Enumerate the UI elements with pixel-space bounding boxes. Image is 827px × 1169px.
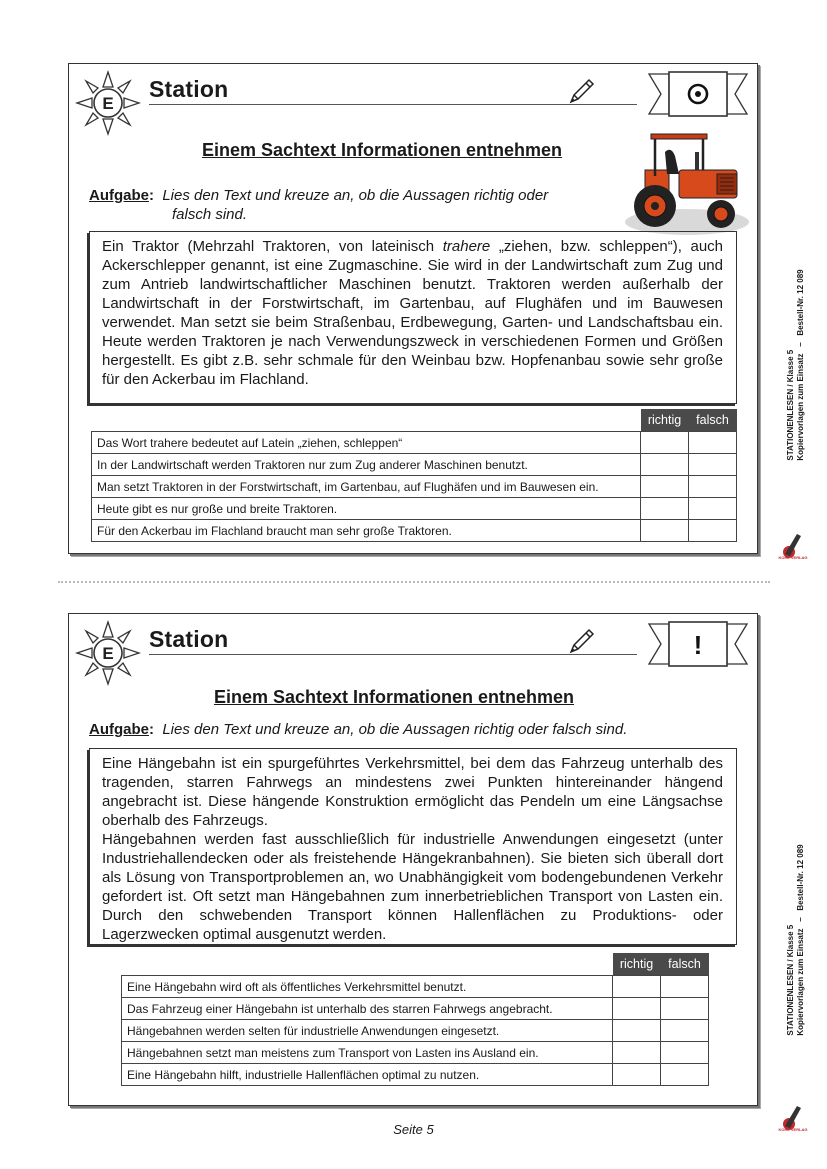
checkbox-richtig[interactable] — [641, 454, 689, 476]
checkbox-falsch[interactable] — [661, 1020, 709, 1042]
column-falsch: falsch — [661, 953, 709, 976]
checkbox-richtig[interactable] — [613, 1064, 661, 1086]
info-text-box — [89, 748, 737, 945]
checkbox-falsch[interactable] — [689, 476, 737, 498]
station-title: Station — [149, 76, 229, 102]
task-label: Aufgabe — [89, 721, 149, 738]
table-row: Für den Ackerbau im Flachland braucht man sehr große Traktoren. — [92, 520, 737, 542]
sun-e-icon — [75, 70, 141, 136]
svg-text:E: E — [102, 644, 114, 663]
info-text-box — [89, 231, 737, 404]
cut-line — [58, 581, 770, 583]
sun-e-icon — [75, 620, 141, 686]
checkbox-falsch[interactable] — [689, 432, 737, 454]
station-card-haengebahn — [68, 613, 758, 1106]
column-richtig: richtig — [641, 409, 689, 432]
task-instruction: Aufgabe: Lies den Text und kreuze an, ob die Aussagen richtig oder falsch sind. — [89, 721, 628, 738]
station-title: Station — [149, 626, 229, 652]
checkbox-falsch[interactable] — [661, 976, 709, 998]
task-label: Aufgabe — [89, 187, 149, 204]
svg-text:KOHL VERLAG: KOHL VERLAG — [778, 1127, 808, 1132]
svg-text:!: ! — [693, 630, 703, 660]
checkbox-richtig[interactable] — [641, 476, 689, 498]
checkbox-falsch[interactable] — [661, 1042, 709, 1064]
task-text: Lies den Text und kreuze an, ob die Aussagen richtig oder falsch sind. — [162, 721, 628, 738]
checkbox-falsch[interactable] — [661, 998, 709, 1020]
table-row: Das Fahrzeug einer Hängebahn ist unterhalb des starren Fahrwegs angebracht. — [122, 998, 709, 1020]
checkbox-falsch[interactable] — [689, 454, 737, 476]
side-label-top: STATIONENLESEN / Klasse 5 Kopiervorlagen zum Einsatz – Bestell-Nr. 12 089 — [786, 269, 805, 461]
title-underline — [149, 654, 637, 655]
checkbox-richtig[interactable] — [613, 976, 661, 998]
pencil-icon — [567, 76, 597, 106]
checkbox-richtig[interactable] — [641, 520, 689, 542]
checkbox-richtig[interactable] — [613, 1042, 661, 1064]
table-row: Eine Hängebahn hilft, industrielle Hallenflächen optimal zu nutzen. — [122, 1064, 709, 1086]
tractor-icon — [625, 130, 755, 238]
side-label-bottom: STATIONENLESEN / Klasse 5 Kopiervorlagen zum Einsatz – Bestell-Nr. 12 089 — [786, 844, 805, 1036]
table-row: Hängebahnen werden selten für industrielle Anwendungen eingesetzt. — [122, 1020, 709, 1042]
svg-text:KOHL VERLAG: KOHL VERLAG — [778, 555, 808, 560]
table-row: Eine Hängebahn wird oft als öffentliches Verkehrsmittel benutzt. — [122, 976, 709, 998]
checkbox-falsch[interactable] — [689, 520, 737, 542]
table-row: Man setzt Traktoren in der Forstwirtschaft, im Gartenbau, auf Flughäfen und im Bauwesen ein. — [92, 476, 737, 498]
statements-table — [91, 409, 737, 542]
pencil-icon — [567, 626, 597, 656]
checkbox-richtig[interactable] — [613, 998, 661, 1020]
card-heading: Einem Sachtext Informationen entnehmen — [213, 687, 575, 707]
svg-text:E: E — [102, 94, 114, 113]
table-row: Das Wort trahere bedeutet auf Latein „ziehen, schleppen“ — [92, 432, 737, 454]
page-number: Seite 5 — [393, 1122, 434, 1137]
table-row: Hängebahnen setzt man meistens zum Transport von Lasten ins Ausland ein. — [122, 1042, 709, 1064]
table-row: In der Landwirtschaft werden Traktoren nur zum Zug anderer Maschinen benutzt. — [92, 454, 737, 476]
checkbox-falsch[interactable] — [661, 1064, 709, 1086]
ribbon-exclamation-icon — [649, 622, 747, 666]
task-instruction: Aufgabe: Lies den Text und kreuze an, ob die Aussagen richtig oder falsch sind. — [89, 187, 549, 223]
checkbox-falsch[interactable] — [689, 498, 737, 520]
checkbox-richtig[interactable] — [613, 1020, 661, 1042]
title-underline — [149, 104, 637, 105]
column-richtig: richtig — [613, 953, 661, 976]
ribbon-target-icon — [649, 72, 747, 116]
card-heading: Einem Sachtext Informationen entnehmen — [201, 140, 563, 160]
kohl-verlag-logo — [778, 530, 808, 560]
statements-table — [121, 953, 709, 1086]
table-row: Heute gibt es nur große und breite Traktoren. — [92, 498, 737, 520]
station-card-tractor — [68, 63, 758, 554]
checkbox-richtig[interactable] — [641, 498, 689, 520]
checkbox-richtig[interactable] — [641, 432, 689, 454]
task-text: Lies den Text und kreuze an, ob die Aussagen richtig oder — [162, 187, 549, 204]
info-paragraph-1: Eine Hängebahn ist ein spurgeführtes Verkehrsmittel, bei dem das Fahrzeug unterhalb des tragenden, starren Fahrwegs an mindestens zwei Punkten hintereinander hängend angebracht ist. Diese hängende Konstruktion ermöglicht das Pendeln um eine Längsachse oberhalb des Fahrzeugs. — [102, 755, 723, 829]
task-text-cont: falsch sind. — [172, 206, 248, 223]
info-paragraph-2: Hängebahnen werden fast ausschließlich für industrielle Anwendungen eingesetzt (unter Industriehallendecken oder als freistehende Hängekranbahnen). Sie bieten sich überall dort als Lösung von Transportproblemen an, wo Unabhängigkeit vom bodengebundenen Verkehr gefordert ist. Oft setzt man Hängebahnen zum innerbetrieblichen Transport von Lasten ein. Durch den schwebenden Transport können Hallenflächen zu Produktions- oder Lagerzwecken optimal ausgenutzt werden. — [102, 831, 723, 943]
info-text: Ein Traktor (Mehrzahl Traktoren, von lateinisch trahere „ziehen, bzw. schleppen“), auch Ackerschlepper genannt, ist eine Zugmaschine. Sie wird in der Landwirtschaft zum Zug und zum Antrieb landwirtschaftlicher Maschinen benutzt. Traktoren werden außerhalb der Landwirtschaft in der Forstwirtschaft, im Gartenbau, auf Flughäfen und im Bauwesen verwendet. Man setzt sie beim Straßenbau, Erdbewegung, Garten- und Landschaftsbau ein. Heute werden Traktoren je nach Verwendungszweck in verschiedenen Formen und Größen hergestellt. Es gibt z.B. sehr schmale für den Weinbau bzw. Hopfenanbau sowie sehr große für den Ackerbau im Flachland. — [102, 238, 724, 388]
column-falsch: falsch — [689, 409, 737, 432]
